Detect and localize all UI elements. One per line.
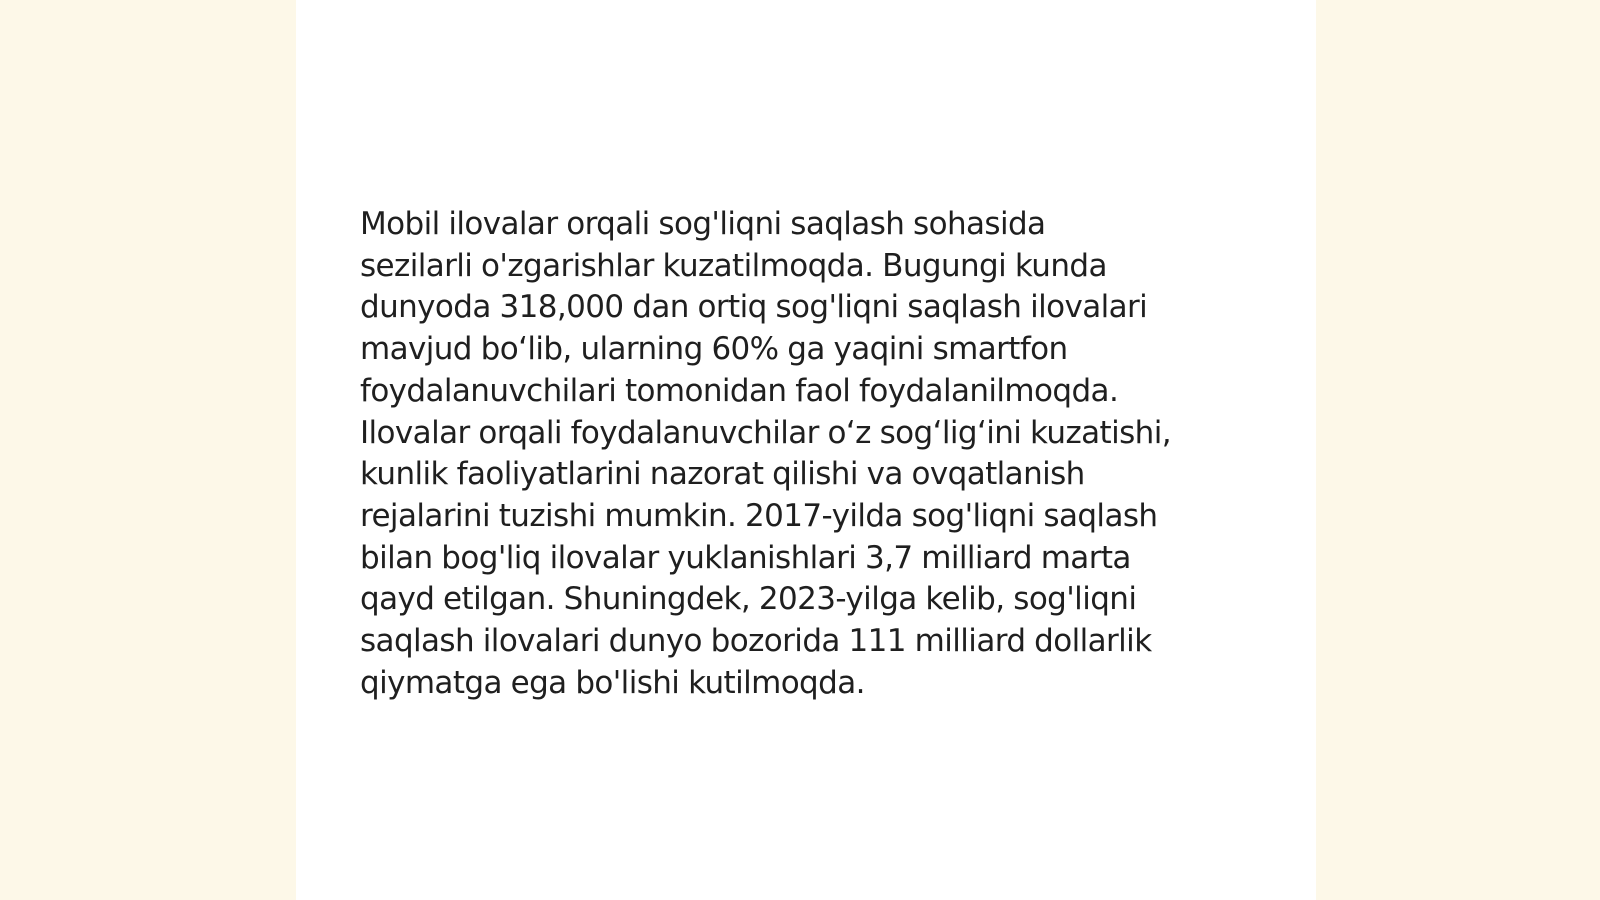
paragraph-line: dunyoda 318,000 dan ortiq sog'liqni saqlash ilovalari bbox=[360, 289, 1148, 326]
paragraph-line: Mobil ilovalar orqali sog'liqni saqlash sohasida bbox=[360, 206, 1046, 242]
paragraph-line: rejalarini tuzishi mumkin. 2017-yilda sog'liqni saqlash bbox=[360, 497, 1158, 534]
paragraph-line: foydalanuvchilari tomonidan faol foydalanilmoqda. bbox=[360, 372, 1119, 409]
paragraph-line: bilan bog'liq ilovalar yuklanishlari 3,7 milliard marta bbox=[360, 539, 1131, 576]
paragraph-line: qiymatga ega bo'lishi kutilmoqda. bbox=[360, 664, 865, 701]
paragraph-line: qayd etilgan. Shuningdek, 2023-yilga kelib, sog'liqni bbox=[360, 581, 1137, 618]
paragraph-line: Ilovalar orqali foydalanuvchilar o‘z sog‘lig‘ini kuzatishi, bbox=[360, 414, 1171, 451]
body-paragraph bbox=[360, 204, 1260, 704]
paragraph-line: sezilarli o'zgarishlar kuzatilmoqda. Bugungi kunda bbox=[360, 247, 1107, 284]
document-page bbox=[296, 0, 1316, 900]
paragraph-line: kunlik faoliyatlarini nazorat qilishi va ovqatlanish bbox=[360, 456, 1085, 493]
paragraph-line: saqlash ilovalari dunyo bozorida 111 milliard dollarlik bbox=[360, 623, 1152, 660]
paragraph-line: mavjud bo‘lib, ularning 60% ga yaqini smartfon bbox=[360, 331, 1068, 368]
